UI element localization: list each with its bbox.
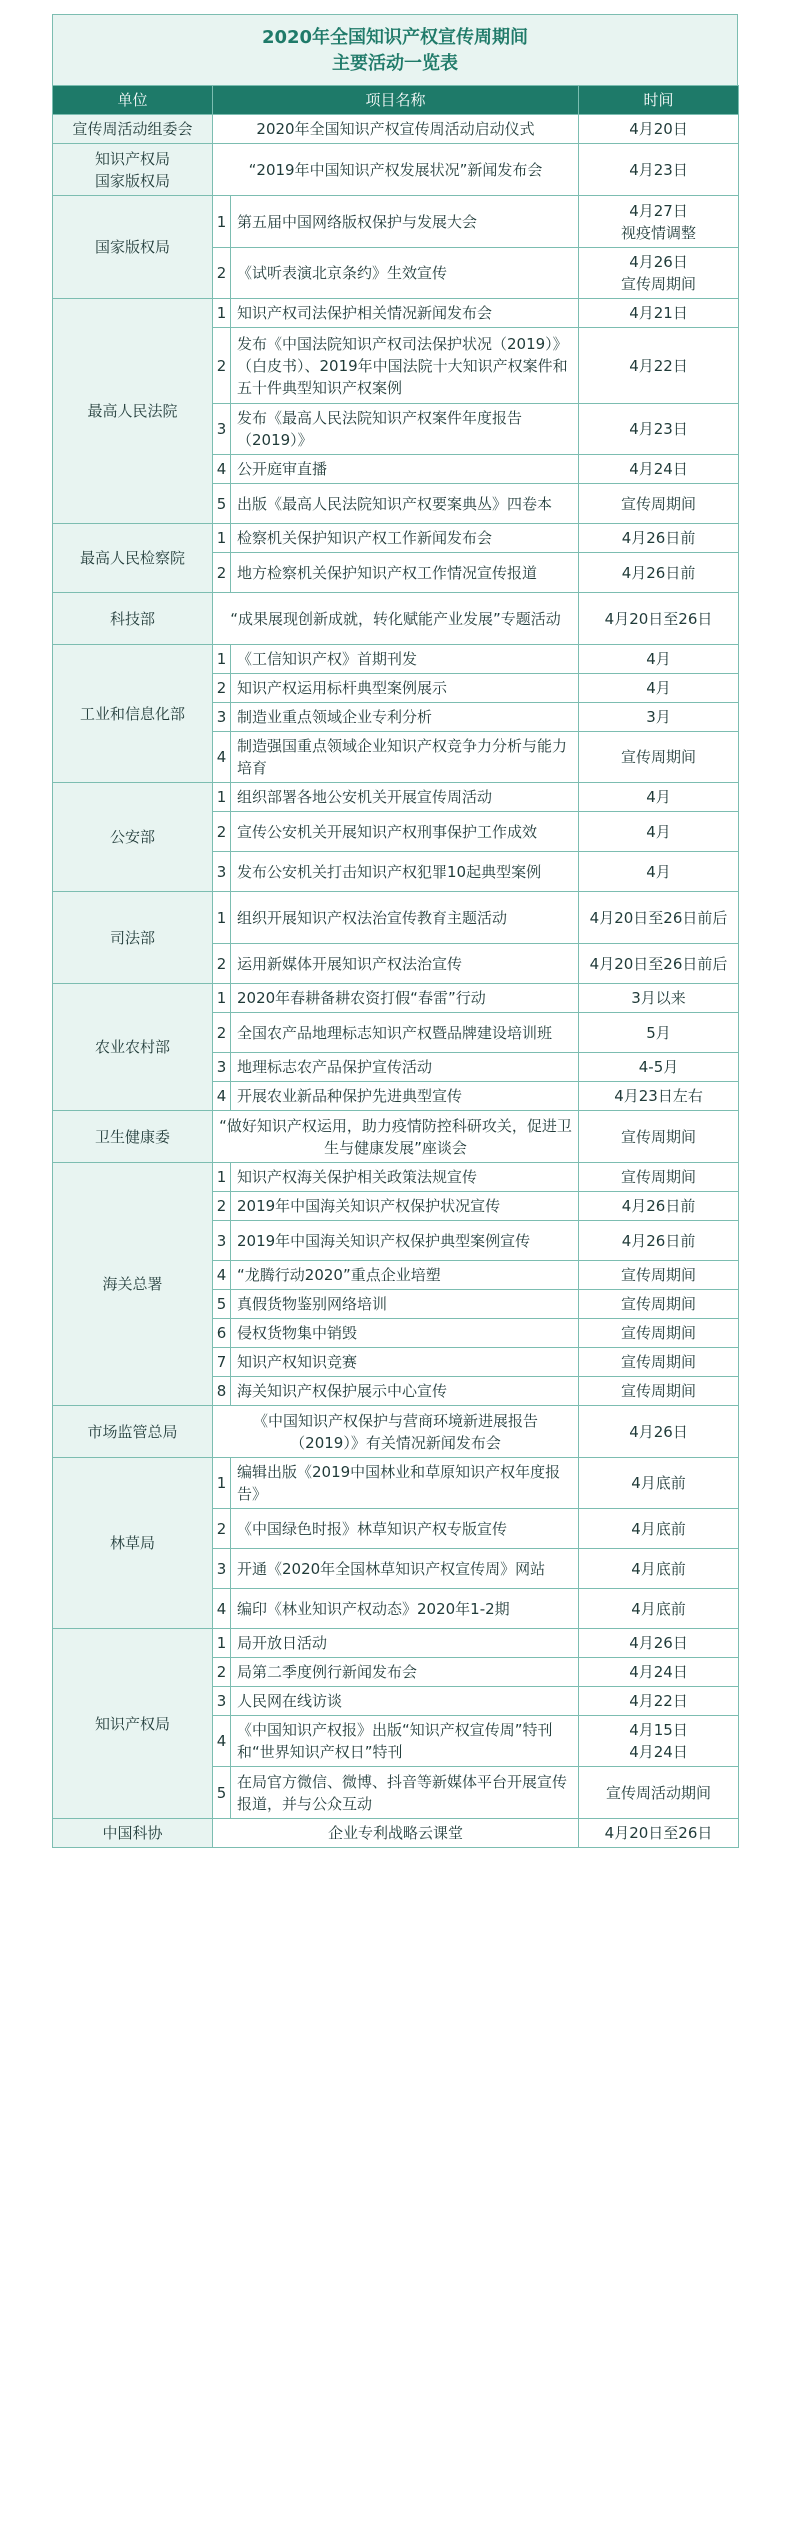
project-name: 2019年中国海关知识产权保护典型案例宣传 [231, 1221, 579, 1261]
item-number: 5 [213, 1767, 231, 1819]
project-name: 海关知识产权保护展示中心宣传 [231, 1377, 579, 1406]
project-name: 《试听表演北京条约》生效宣传 [231, 248, 579, 299]
time-cell: 4月20日 [579, 115, 739, 144]
item-number: 2 [213, 553, 231, 593]
time-cell: 宣传周期间 [579, 1111, 739, 1163]
item-number: 2 [213, 812, 231, 852]
time-cell: 5月 [579, 1013, 739, 1053]
time-cell: 宣传周期间 [579, 1319, 739, 1348]
time-cell: 4月20日至26日前后 [579, 944, 739, 984]
unit-cell: 最高人民法院 [53, 299, 213, 524]
project-name: “龙腾行动2020”重点企业培塑 [231, 1261, 579, 1290]
project-name: 《工信知识产权》首期刊发 [231, 645, 579, 674]
item-number: 1 [213, 196, 231, 248]
project-name: 编印《林业知识产权动态》2020年1-2期 [231, 1589, 579, 1629]
time-cell: 4月 [579, 645, 739, 674]
unit-cell: 国家版权局 [53, 196, 213, 299]
item-number: 2 [213, 248, 231, 299]
table-row [53, 1111, 739, 1163]
time-cell: 4-5月 [579, 1053, 739, 1082]
table-row [53, 115, 739, 144]
project-name: 出版《最高人民法院知识产权要案典丛》四卷本 [231, 484, 579, 524]
project-name: 企业专利战略云课堂 [213, 1819, 579, 1848]
item-number: 3 [213, 1687, 231, 1716]
item-number: 4 [213, 1589, 231, 1629]
project-name: 公开庭审直播 [231, 455, 579, 484]
time-cell: 4月20日至26日 [579, 1819, 739, 1848]
time-cell: 4月底前 [579, 1589, 739, 1629]
project-name: “2019年中国知识产权发展状况”新闻发布会 [213, 144, 579, 196]
project-name: 地方检察机关保护知识产权工作情况宣传报道 [231, 553, 579, 593]
project-name: 运用新媒体开展知识产权法治宣传 [231, 944, 579, 984]
project-name: 制造业重点领域企业专利分析 [231, 703, 579, 732]
time-cell: 4月22日 [579, 1687, 739, 1716]
project-name: 发布公安机关打击知识产权犯罪10起典型案例 [231, 852, 579, 892]
item-number: 1 [213, 1458, 231, 1509]
table-row [53, 196, 739, 248]
time-cell: 4月26日前 [579, 553, 739, 593]
activity-table-container [52, 14, 738, 1848]
time-cell: 4月15日 4月24日 [579, 1716, 739, 1767]
project-name: “成果展现创新成就，转化赋能产业发展”专题活动 [213, 593, 579, 645]
project-name: 开展农业新品种保护先进典型宣传 [231, 1082, 579, 1111]
project-name: 编辑出版《2019中国林业和草原知识产权年度报告》 [231, 1458, 579, 1509]
unit-cell: 公安部 [53, 783, 213, 892]
item-number: 3 [213, 1549, 231, 1589]
unit-cell: 宣传周活动组委会 [53, 115, 213, 144]
time-cell: 宣传周期间 [579, 484, 739, 524]
unit-cell: 海关总署 [53, 1163, 213, 1406]
table-title [52, 14, 738, 85]
time-cell: 4月 [579, 812, 739, 852]
time-cell: 宣传周期间 [579, 1290, 739, 1319]
item-number: 3 [213, 703, 231, 732]
table-row [53, 1458, 739, 1509]
item-number: 5 [213, 484, 231, 524]
project-name: 2020年春耕备耕农资打假“春雷”行动 [231, 984, 579, 1013]
table-body [53, 115, 739, 1848]
unit-cell: 农业农村部 [53, 984, 213, 1111]
time-cell: 4月底前 [579, 1458, 739, 1509]
project-name: 《中国绿色时报》林草知识产权专版宣传 [231, 1509, 579, 1549]
project-name: 宣传公安机关开展知识产权刑事保护工作成效 [231, 812, 579, 852]
project-name: 组织部署各地公安机关开展宣传周活动 [231, 783, 579, 812]
title-line-1: 2020年全国知识产权宣传周期间 [261, 27, 529, 48]
project-name: 人民网在线访谈 [231, 1687, 579, 1716]
project-name: 知识产权运用标杆典型案例展示 [231, 674, 579, 703]
item-number: 2 [213, 1658, 231, 1687]
table-row [53, 1629, 739, 1658]
item-number: 4 [213, 455, 231, 484]
project-name: 知识产权司法保护相关情况新闻发布会 [231, 299, 579, 328]
table-row [53, 593, 739, 645]
item-number: 6 [213, 1319, 231, 1348]
item-number: 2 [213, 1192, 231, 1221]
time-cell: 4月26日前 [579, 524, 739, 553]
time-cell: 4月22日 [579, 328, 739, 404]
time-cell: 4月 [579, 852, 739, 892]
project-name: 局开放日活动 [231, 1629, 579, 1658]
table-row [53, 524, 739, 553]
project-name: 2019年中国海关知识产权保护状况宣传 [231, 1192, 579, 1221]
time-cell: 4月26日 宣传周期间 [579, 248, 739, 299]
time-cell: 4月26日 [579, 1406, 739, 1458]
time-cell: 4月 [579, 783, 739, 812]
item-number: 1 [213, 299, 231, 328]
unit-cell: 工业和信息化部 [53, 645, 213, 783]
project-name: “做好知识产权运用，助力疫情防控科研攻关，促进卫生与健康发展”座谈会 [213, 1111, 579, 1163]
time-cell: 4月20日至26日前后 [579, 892, 739, 944]
item-number: 4 [213, 1261, 231, 1290]
project-name: 地理标志农产品保护宣传活动 [231, 1053, 579, 1082]
project-name: 检察机关保护知识产权工作新闻发布会 [231, 524, 579, 553]
project-name: 《中国知识产权保护与营商环境新进展报告（2019）》有关情况新闻发布会 [213, 1406, 579, 1458]
project-name: 组织开展知识产权法治宣传教育主题活动 [231, 892, 579, 944]
table-row [53, 645, 739, 674]
table-row [53, 1819, 739, 1848]
item-number: 2 [213, 1013, 231, 1053]
project-name: 第五届中国网络版权保护与发展大会 [231, 196, 579, 248]
table-row [53, 783, 739, 812]
time-cell: 4月26日前 [579, 1192, 739, 1221]
item-number: 2 [213, 328, 231, 404]
header-project: 项目名称 [213, 86, 579, 115]
item-number: 4 [213, 732, 231, 783]
project-name: 制造强国重点领域企业知识产权竞争力分析与能力培育 [231, 732, 579, 783]
unit-cell: 林草局 [53, 1458, 213, 1629]
project-name: 发布《中国法院知识产权司法保护状况（2019）》（白皮书）、2019年中国法院十大知识产权案件和五十件典型知识产权案例 [231, 328, 579, 404]
project-name: 在局官方微信、微博、抖音等新媒体平台开展宣传报道，并与公众互动 [231, 1767, 579, 1819]
time-cell: 4月20日至26日 [579, 593, 739, 645]
item-number: 3 [213, 1221, 231, 1261]
time-cell: 4月24日 [579, 1658, 739, 1687]
project-name: 知识产权海关保护相关政策法规宣传 [231, 1163, 579, 1192]
table-row [53, 1163, 739, 1192]
unit-cell: 司法部 [53, 892, 213, 984]
unit-cell: 科技部 [53, 593, 213, 645]
project-name: 2020年全国知识产权宣传周活动启动仪式 [213, 115, 579, 144]
time-cell: 4月23日 [579, 404, 739, 455]
header-time: 时间 [579, 86, 739, 115]
unit-cell: 知识产权局 [53, 1629, 213, 1819]
time-cell: 宣传周期间 [579, 1163, 739, 1192]
item-number: 3 [213, 404, 231, 455]
item-number: 1 [213, 783, 231, 812]
time-cell: 宣传周活动期间 [579, 1767, 739, 1819]
time-cell: 4月26日 [579, 1629, 739, 1658]
table-row [53, 984, 739, 1013]
time-cell: 3月 [579, 703, 739, 732]
project-name: 《中国知识产权报》出版“知识产权宣传周”特刊和“世界知识产权日”特刊 [231, 1716, 579, 1767]
unit-cell: 最高人民检察院 [53, 524, 213, 593]
time-cell: 4月23日 [579, 144, 739, 196]
item-number: 3 [213, 852, 231, 892]
time-cell: 4月底前 [579, 1509, 739, 1549]
project-name: 侵权货物集中销毁 [231, 1319, 579, 1348]
header-row [53, 86, 739, 115]
item-number: 3 [213, 1053, 231, 1082]
time-cell: 4月24日 [579, 455, 739, 484]
item-number: 1 [213, 892, 231, 944]
item-number: 4 [213, 1082, 231, 1111]
item-number: 4 [213, 1716, 231, 1767]
table-row [53, 892, 739, 944]
time-cell: 4月 [579, 674, 739, 703]
item-number: 2 [213, 1509, 231, 1549]
time-cell: 4月27日 视疫情调整 [579, 196, 739, 248]
time-cell: 4月23日左右 [579, 1082, 739, 1111]
activity-table [52, 85, 739, 1848]
time-cell: 3月以来 [579, 984, 739, 1013]
item-number: 2 [213, 944, 231, 984]
table-row [53, 299, 739, 328]
project-name: 开通《2020年全国林草知识产权宣传周》网站 [231, 1549, 579, 1589]
time-cell: 宣传周期间 [579, 1261, 739, 1290]
project-name: 发布《最高人民法院知识产权案件年度报告（2019）》 [231, 404, 579, 455]
time-cell: 4月21日 [579, 299, 739, 328]
unit-cell: 中国科协 [53, 1819, 213, 1848]
item-number: 1 [213, 984, 231, 1013]
item-number: 1 [213, 1163, 231, 1192]
item-number: 8 [213, 1377, 231, 1406]
project-name: 知识产权知识竞赛 [231, 1348, 579, 1377]
item-number: 1 [213, 645, 231, 674]
unit-cell: 知识产权局 国家版权局 [53, 144, 213, 196]
item-number: 1 [213, 524, 231, 553]
item-number: 2 [213, 674, 231, 703]
item-number: 1 [213, 1629, 231, 1658]
table-row [53, 1406, 739, 1458]
project-name: 真假货物鉴别网络培训 [231, 1290, 579, 1319]
project-name: 局第二季度例行新闻发布会 [231, 1658, 579, 1687]
time-cell: 宣传周期间 [579, 1377, 739, 1406]
item-number: 5 [213, 1290, 231, 1319]
time-cell: 宣传周期间 [579, 1348, 739, 1377]
unit-cell: 卫生健康委 [53, 1111, 213, 1163]
table-row [53, 144, 739, 196]
header-unit: 单位 [53, 86, 213, 115]
project-name: 全国农产品地理标志知识产权暨品牌建设培训班 [231, 1013, 579, 1053]
unit-cell: 市场监管总局 [53, 1406, 213, 1458]
title-line-2: 主要活动一览表 [332, 53, 458, 74]
time-cell: 4月26日前 [579, 1221, 739, 1261]
time-cell: 宣传周期间 [579, 732, 739, 783]
item-number: 7 [213, 1348, 231, 1377]
time-cell: 4月底前 [579, 1549, 739, 1589]
